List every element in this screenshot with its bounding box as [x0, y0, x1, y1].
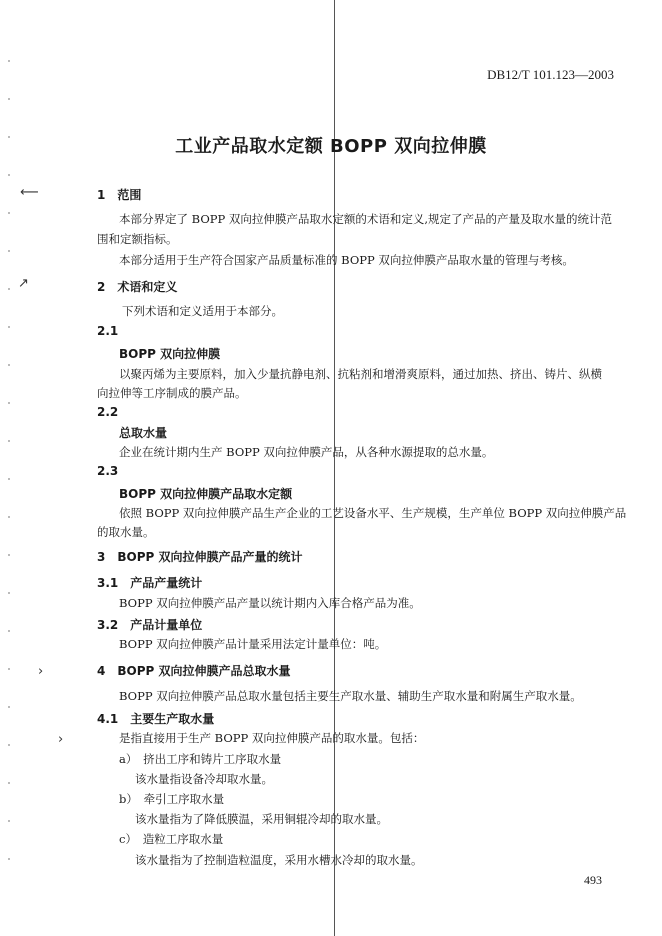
- term-2-1-definition-line-2: 向拉伸等工序制成的膜产品。: [97, 386, 247, 400]
- list-item-c-text: 该水量指为了控制造粒温度，采用水槽水冷却的取水量。: [135, 853, 423, 867]
- document-title: 工业产品取水定额 BOPP 双向拉伸膜: [175, 136, 487, 157]
- section-3-1-heading: 3.1 产品产量统计: [97, 576, 203, 590]
- section-1-para-1-line-2: 围和定额指标。: [97, 232, 178, 246]
- section-4-intro: BOPP 双向拉伸膜产品总取水量包括主要生产取水量、辅助生产取水量和附属生产取水量。: [119, 689, 582, 703]
- section-2-intro: 下列术语和定义适用于本部分。: [122, 304, 283, 318]
- term-2-1-name: BOPP 双向拉伸膜: [119, 347, 221, 361]
- section-4-heading: 4 BOPP 双向拉伸膜产品总取水量: [97, 664, 291, 678]
- list-item-b-text: 该水量指为了降低膜温，采用铜辊冷却的取水量。: [135, 812, 388, 826]
- standard-code: DB12/T 101.123—2003: [487, 67, 614, 82]
- term-2-2-number: 2.2: [97, 405, 119, 419]
- margin-mark: ›: [38, 664, 44, 679]
- list-item-c-label: c） 造粒工序取水量: [119, 832, 224, 846]
- margin-mark: ›: [58, 732, 64, 747]
- list-item-a-text: 该水量指设备冷却取水量。: [135, 772, 273, 786]
- section-1-para-2: 本部分适用于生产符合国家产品质量标准的 BOPP 双向拉伸膜产品取水量的管理与考核。: [119, 253, 574, 267]
- list-item-a-label: a） 挤出工序和铸片工序取水量: [119, 752, 282, 766]
- section-3-2-heading: 3.2 产品计量单位: [97, 618, 203, 632]
- margin-mark: ⟵: [20, 185, 39, 200]
- term-2-2-definition: 企业在统计期内生产 BOPP 双向拉伸膜产品，从各种水源提取的总水量。: [119, 445, 494, 459]
- section-3-1-text: BOPP 双向拉伸膜产品产量以统计期内入库合格产品为准。: [119, 596, 421, 610]
- binding-dots: [8, 60, 10, 880]
- section-2-heading: 2 术语和定义: [97, 280, 178, 294]
- list-item-b-label: b） 牵引工序取水量: [119, 792, 225, 806]
- term-2-1-definition-line-1: 以聚丙烯为主要原料，加入少量抗静电剂、抗粘剂和增滑爽原料，通过加热、挤出、铸片、纵横: [119, 367, 602, 381]
- term-2-3-number: 2.3: [97, 464, 119, 478]
- term-2-3-definition-line-1: 依照 BOPP 双向拉伸膜产品生产企业的工艺设备水平、生产规模，生产单位 BOPP 双向拉伸膜产品: [119, 506, 627, 520]
- section-4-1-intro: 是指直接用于生产 BOPP 双向拉伸膜产品的取水量。包括：: [119, 731, 425, 745]
- section-3-2-text: BOPP 双向拉伸膜产品计量采用法定计量单位：吨。: [119, 637, 387, 651]
- term-2-3-definition-line-2: 的取水量。: [97, 525, 155, 539]
- page-number: 493: [584, 873, 602, 887]
- section-1-para-1-line-1: 本部分界定了 BOPP 双向拉伸膜产品取水定额的术语和定义,规定了产品的产量及取水量的统计范: [119, 212, 613, 226]
- section-4-1-heading: 4.1 主要生产取水量: [97, 712, 215, 726]
- term-2-3-name: BOPP 双向拉伸膜产品取水定额: [119, 487, 293, 501]
- section-3-heading: 3 BOPP 双向拉伸膜产品产量的统计: [97, 550, 303, 564]
- term-2-2-name: 总取水量: [119, 426, 168, 440]
- margin-mark: ↗: [18, 276, 29, 291]
- term-2-1-number: 2.1: [97, 324, 119, 338]
- section-1-heading: 1 范围: [97, 188, 142, 202]
